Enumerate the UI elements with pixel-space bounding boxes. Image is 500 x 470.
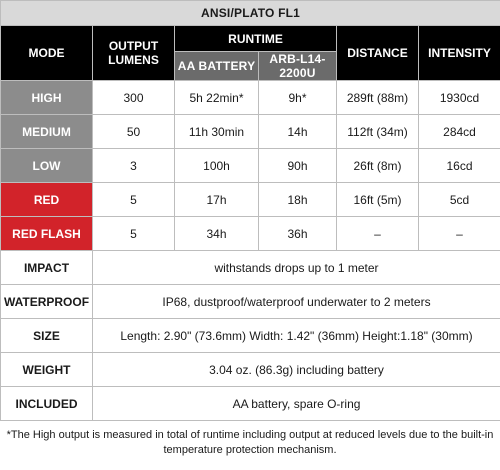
arb-runtime-value: 90h [259,149,337,183]
lumens-value: 50 [93,115,175,149]
intensity-value: – [419,217,500,251]
mode-row-red [1,183,500,217]
distance-value: – [337,217,419,251]
spec-value: Length: 2.90" (73.6mm) Width: 1.42" (36mm) Height:1.18" (30mm) [93,319,500,353]
spec-value: withstands drops up to 1 meter [93,251,500,285]
mode-row-high [1,81,500,115]
distance-value: 16ft (5m) [337,183,419,217]
mode-label: HIGH [1,81,93,115]
spec-label: INCLUDED [1,387,93,421]
subheader-arb-battery: ARB-L14-2200U [259,52,337,81]
intensity-value: 1930cd [419,81,500,115]
distance-value: 112ft (34m) [337,115,419,149]
spec-row-included [1,387,500,421]
spec-label: IMPACT [1,251,93,285]
mode-label: RED FLASH [1,217,93,251]
spec-value: 3.04 oz. (86.3g) including battery [93,353,500,387]
lumens-value: 300 [93,81,175,115]
arb-runtime-value: 14h [259,115,337,149]
spec-row-size [1,319,500,353]
spec-value: AA battery, spare O-ring [93,387,500,421]
mode-label: LOW [1,149,93,183]
lumens-value: 5 [93,217,175,251]
mode-label: MEDIUM [1,115,93,149]
arb-runtime-value: 9h* [259,81,337,115]
distance-value: 289ft (88m) [337,81,419,115]
header-output-lumens-text: OUTPUT LUMENS [108,39,159,67]
arb-runtime-value: 36h [259,217,337,251]
header-distance: DISTANCE [337,26,419,81]
lumens-value: 5 [93,183,175,217]
lumens-value: 3 [93,149,175,183]
aa-runtime-value: 11h 30min [175,115,259,149]
spec-row-weight [1,353,500,387]
header-mode: MODE [1,26,93,81]
aa-runtime-value: 17h [175,183,259,217]
intensity-value: 284cd [419,115,500,149]
mode-row-red-flash [1,217,500,251]
subheader-aa-battery: AA BATTERY [175,52,259,81]
mode-label: RED [1,183,93,217]
mode-row-medium [1,115,500,149]
arb-runtime-value: 18h [259,183,337,217]
mode-row-low [1,149,500,183]
intensity-value: 16cd [419,149,500,183]
header-intensity: INTENSITY [419,26,500,81]
spec-label: WEIGHT [1,353,93,387]
aa-runtime-value: 5h 22min* [175,81,259,115]
header-output-lumens [93,26,175,81]
spec-row-impact [1,251,500,285]
intensity-value: 5cd [419,183,500,217]
standard-banner: ANSI/PLATO FL1 [1,1,500,26]
footnote: *The High output is measured in total of runtime including output at reduced levels due to the built-in temperature protection mechanism. [6,429,494,456]
spec-label: SIZE [1,319,93,353]
spec-row-waterproof [1,285,500,319]
aa-runtime-value: 34h [175,217,259,251]
aa-runtime-value: 100h [175,149,259,183]
spec-value: IP68, dustproof/waterproof underwater to 2 meters [93,285,500,319]
header-runtime: RUNTIME [175,26,337,52]
distance-value: 26ft (8m) [337,149,419,183]
spec-label: WATERPROOF [1,285,93,319]
